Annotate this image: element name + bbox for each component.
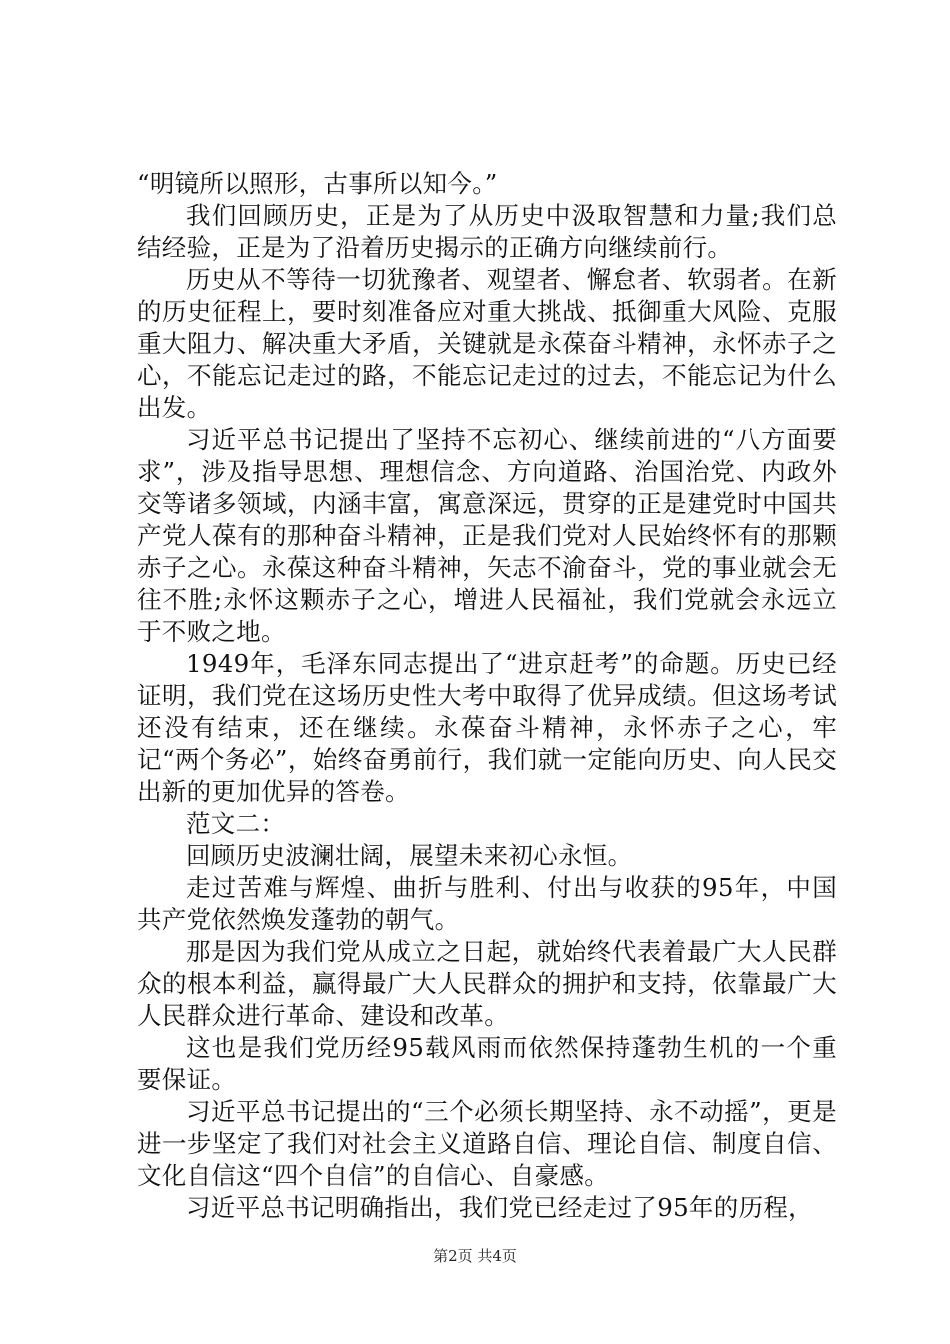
paragraph-1: “明镜所以照形，古事所以知今。” — [137, 169, 498, 198]
paragraph-5: 1949年，毛泽东同志提出了“进京赶考”的命题。历史已经证明，我们党在这场历史性大考中取得了优异成绩。但这场考试还没有结束，还在继续。永葆奋斗精神，永怀赤子之心，牢记“两个务必”，始终奋勇前行，我们就一定能向历史、向人民交出新的更加优异的答卷。 — [137, 649, 837, 806]
paragraph-4: 习近平总书记提出了坚持不忘初心、继续前进的“八方面要求”，涉及指导思想、理想信念、方向道路、治国治党、内政外交等诸多领域，内涵丰富，寓意深远，贯穿的正是建党时中国共产党人葆有的那种奋斗精神，正是我们党对人民始终怀有的那颗赤子之心。永葆这种奋斗精神，矢志不渝奋斗，党的事业就会无往不胜;永怀这颗赤子之心，增进人民福祉，我们党就会永远立于不败之地。 — [137, 425, 838, 646]
document-body — [137, 168, 837, 1224]
paragraph-12: 习近平总书记明确指出，我们党已经走过了95年的历程， — [186, 1193, 813, 1222]
paragraph-2: 我们回顾历史，正是为了从历史中汲取智慧和力量;我们总结经验，正是为了沿着历史揭示的正确方向继续前行。 — [137, 201, 837, 262]
paragraph-7: 回顾历史波澜壮阔，展望未来初心永恒。 — [186, 841, 633, 870]
paragraph-9: 那是因为我们党从成立之日起，就始终代表着最广大人民群众的根本利益，赢得最广大人民群众的拥护和支持，依靠最广大人民群众进行革命、建设和改革。 — [137, 937, 837, 1030]
paragraph-11: 习近平总书记提出的“三个必须长期坚持、永不动摇”，更是进一步坚定了我们对社会主义道路自信、理论自信、制度自信、文化自信这“四个自信”的自信心、自豪感。 — [137, 1097, 837, 1190]
paragraph-10: 这也是我们党历经95载风雨而依然保持蓬勃生机的一个重要保证。 — [137, 1033, 837, 1094]
section-heading-fanwen-2: 范文二： — [186, 809, 286, 838]
paragraph-8: 走过苦难与辉煌、曲折与胜利、付出与收获的95年，中国共产党依然焕发蓬勃的朝气。 — [137, 873, 837, 934]
paragraph-3: 历史从不等待一切犹豫者、观望者、懈怠者、软弱者。在新的历史征程上，要时刻准备应对重大挑战、抵御重大风险、克服重大阻力、解决重大矛盾，关键就是永葆奋斗精神，永怀赤子之心，不能忘记走过的路，不能忘记走过的过去，不能忘记为什么出发。 — [137, 265, 837, 422]
page-number-footer: 第2页 共4页 — [433, 1247, 517, 1265]
